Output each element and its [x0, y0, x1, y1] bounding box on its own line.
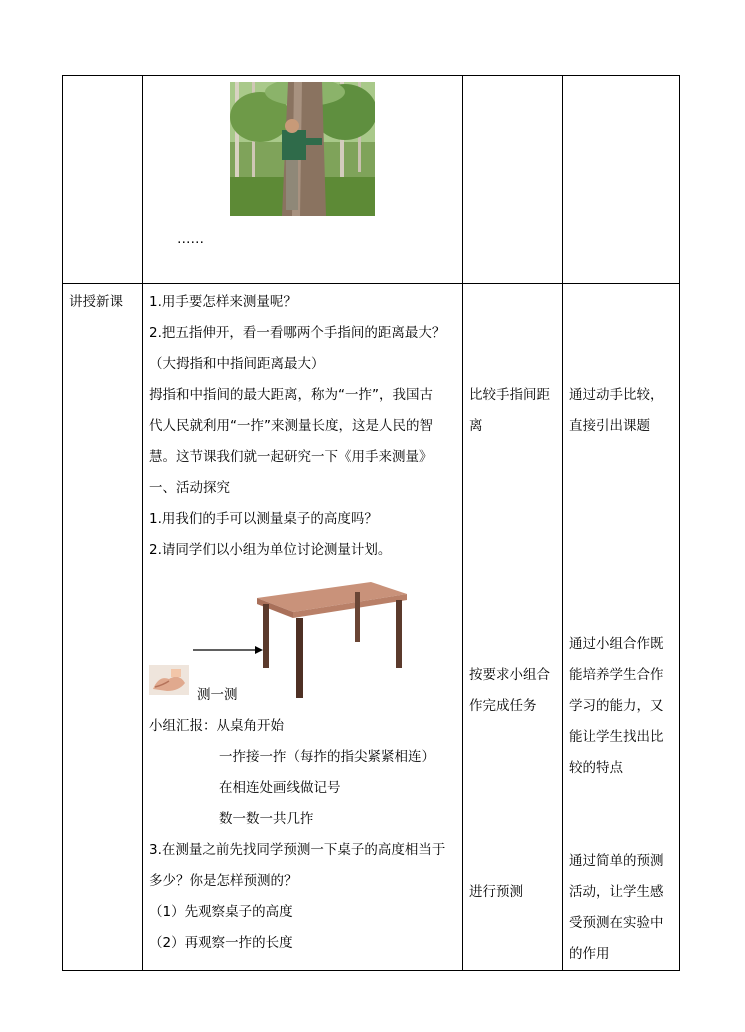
student-activity-cell	[463, 76, 563, 284]
question-2-answer: （大拇指和中指间距离最大）	[149, 356, 325, 372]
wooden-table-picture	[253, 576, 409, 700]
design-intent-text: 能培养学生合作	[569, 667, 664, 683]
report-step: 一拃接一拃（每拃的指尖紧紧相连）	[219, 749, 435, 765]
table-row	[63, 76, 680, 284]
design-intent-text: 通过简单的预测	[569, 853, 664, 869]
stage-cell	[63, 284, 143, 971]
student-activity-text: 按要求小组合	[469, 667, 550, 683]
stage-cell	[63, 76, 143, 284]
design-intent-text: 的作用	[569, 946, 610, 962]
arrow-icon	[193, 644, 263, 656]
student-activity-cell	[463, 284, 563, 971]
design-intent-text: 通过动手比较，	[569, 387, 664, 403]
design-intent-text: 能让学生找出比	[569, 729, 664, 745]
paragraph-line: 慧。这节课我们就一起研究一下《用手来测量》	[149, 449, 433, 465]
question-1: 1.用手要怎样来测量呢？	[149, 294, 297, 310]
lesson-plan-table	[62, 75, 680, 971]
stage-label: 讲授新课	[69, 294, 123, 310]
activity-question-1: 1.用我们的手可以测量桌子的高度吗？	[149, 511, 378, 527]
paragraph-line: 代人民就利用“一拃”来测量长度，这是人民的智	[149, 418, 433, 434]
student-activity-text: 比较手指间距	[469, 387, 550, 403]
design-intent-cell	[563, 76, 680, 284]
report-step: 数一数一共几拃	[219, 811, 314, 827]
prediction-step: （2）再观察一拃的长度	[149, 935, 293, 951]
content-cell	[143, 284, 463, 971]
activity-question-3-cont: 多少？你是怎样预测的？	[149, 873, 298, 889]
student-activity-text: 离	[469, 418, 483, 434]
activity-question-2: 2.请同学们以小组为单位讨论测量计划。	[149, 542, 392, 558]
activity-question-3: 3.在测量之前先找同学预测一下桌子的高度相当于	[149, 842, 446, 858]
section-heading: 一、活动探究	[149, 480, 230, 496]
design-intent-text: 直接引出课题	[569, 418, 650, 434]
question-2: 2.把五指伸开，看一看哪两个手指间的距离最大？	[149, 325, 446, 341]
paragraph-line: 拇指和中指间的最大距离，称为“一拃”，我国古	[149, 387, 433, 403]
group-report-label: 小组汇报：从桌角开始	[149, 718, 284, 734]
content-cell	[143, 76, 463, 284]
prediction-step: （1）先观察桌子的高度	[149, 904, 293, 920]
hand-span-picture	[149, 665, 189, 695]
tree-hug-photo	[230, 82, 375, 216]
report-step: 在相连处画线做记号	[219, 780, 341, 796]
hand-caption: 测一测	[197, 687, 238, 703]
table-row	[63, 284, 680, 971]
ellipsis: ……	[177, 231, 204, 247]
design-intent-text: 受预测在实验中	[569, 915, 664, 931]
design-intent-cell	[563, 284, 680, 971]
student-activity-text: 作完成任务	[469, 698, 537, 714]
design-intent-text: 通过小组合作既	[569, 636, 664, 652]
design-intent-text: 活动，让学生感	[569, 884, 664, 900]
design-intent-text: 较的特点	[569, 760, 623, 776]
student-activity-text: 进行预测	[469, 884, 523, 900]
design-intent-text: 学习的能力，又	[569, 698, 664, 714]
